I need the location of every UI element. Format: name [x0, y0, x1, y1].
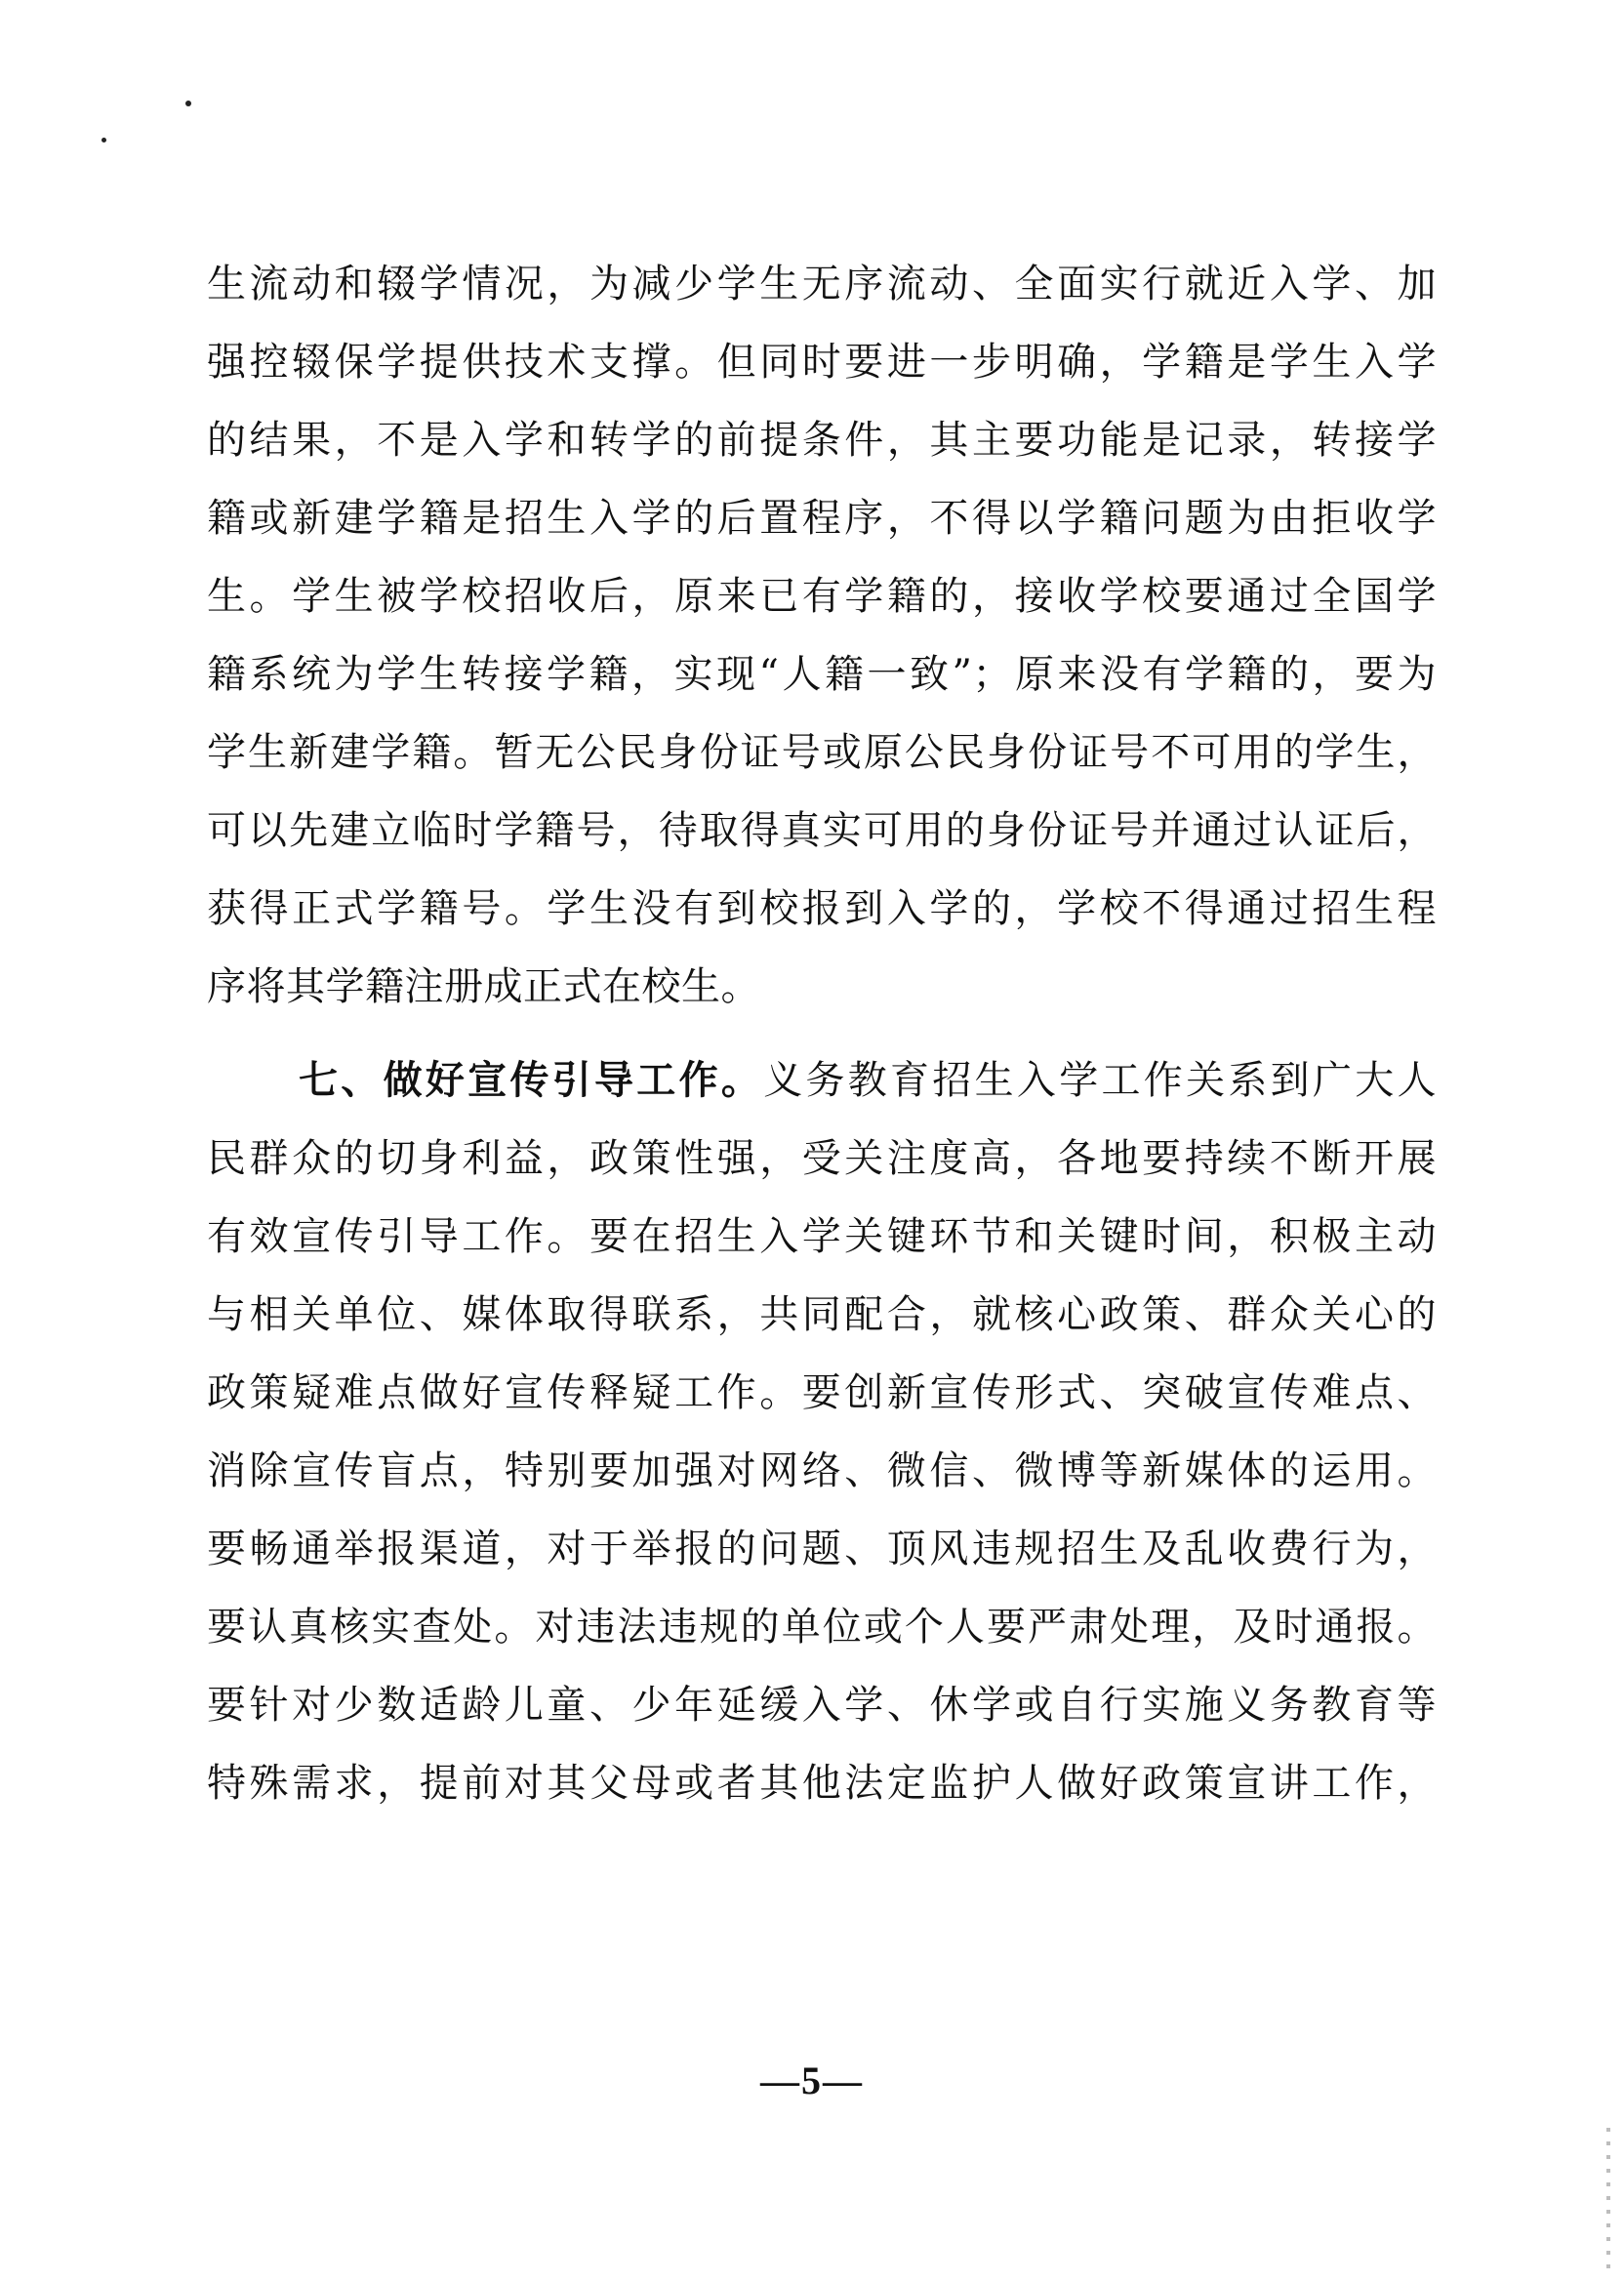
text-line: 强控辍保学提供技术支撑。但同时要进一步明确，学籍是学生入学 — [207, 340, 1437, 385]
text-line: 消除宣传盲点，特别要加强对网络、微信、微博等新媒体的运用。 — [207, 1448, 1437, 1493]
text-line: 可以先建立临时学籍号，待取得真实可用的身份证号并通过认证后， — [207, 808, 1437, 853]
text-line: 生流动和辍学情况，为减少学生无序流动、全面实行就近入学、加 — [207, 262, 1437, 306]
text-line: 籍或新建学籍是招生入学的后置程序，不得以学籍问题为由拒收学 — [207, 496, 1437, 541]
text-line: 获得正式学籍号。学生没有到校报到入学的，学校不得通过招生程 — [207, 886, 1437, 931]
text-line: 要认真核实查处。对违法违规的单位或个人要严肃处理，及时通报。 — [207, 1605, 1437, 1650]
section-heading: 七、做好宣传引导工作。 — [299, 1057, 764, 1103]
text-line: 的结果，不是入学和转学的前提条件，其主要功能是记录，转接学 — [207, 418, 1437, 463]
text-line: 籍系统为学生转接学籍，实现“人籍一致”；原来没有学籍的，要为 — [207, 652, 1437, 697]
text-line: 生。学生被学校招收后，原来已有学籍的，接收学校要通过全国学 — [207, 574, 1437, 619]
scan-dot-mark — [102, 138, 106, 143]
binding-edge-marks — [1606, 2128, 1610, 2274]
text-line: 特殊需求，提前对其父母或者其他法定监护人做好政策宣讲工作， — [207, 1761, 1437, 1806]
section-first-line — [299, 1048, 1437, 1113]
text-line: 要畅通举报渠道，对于举报的问题、顶风违规招生及乱收费行为， — [207, 1527, 1437, 1571]
scan-dot-mark — [185, 101, 191, 106]
page-number: —5— — [760, 2058, 864, 2102]
text-line: 序将其学籍注册成正式在校生。 — [207, 964, 760, 1009]
section-first-line-text: 义务教育招生入学工作关系到广大人 — [763, 1058, 1438, 1103]
text-line: 与相关单位、媒体取得联系，共同配合，就核心政策、群众关心的 — [207, 1292, 1437, 1337]
text-line: 要针对少数适龄儿童、少年延缓入学、休学或自行实施义务教育等 — [207, 1683, 1437, 1728]
text-line: 学生新建学籍。暂无公民身份证号或原公民身份证号不可用的学生， — [207, 730, 1437, 775]
text-line: 政策疑难点做好宣传释疑工作。要创新宣传形式、突破宣传难点、 — [207, 1370, 1437, 1415]
text-line: 民群众的切身利益，政策性强，受关注度高，各地要持续不断开展 — [207, 1136, 1437, 1181]
text-line: 有效宣传引导工作。要在招生入学关键环节和关键时间，积极主动 — [207, 1214, 1437, 1259]
